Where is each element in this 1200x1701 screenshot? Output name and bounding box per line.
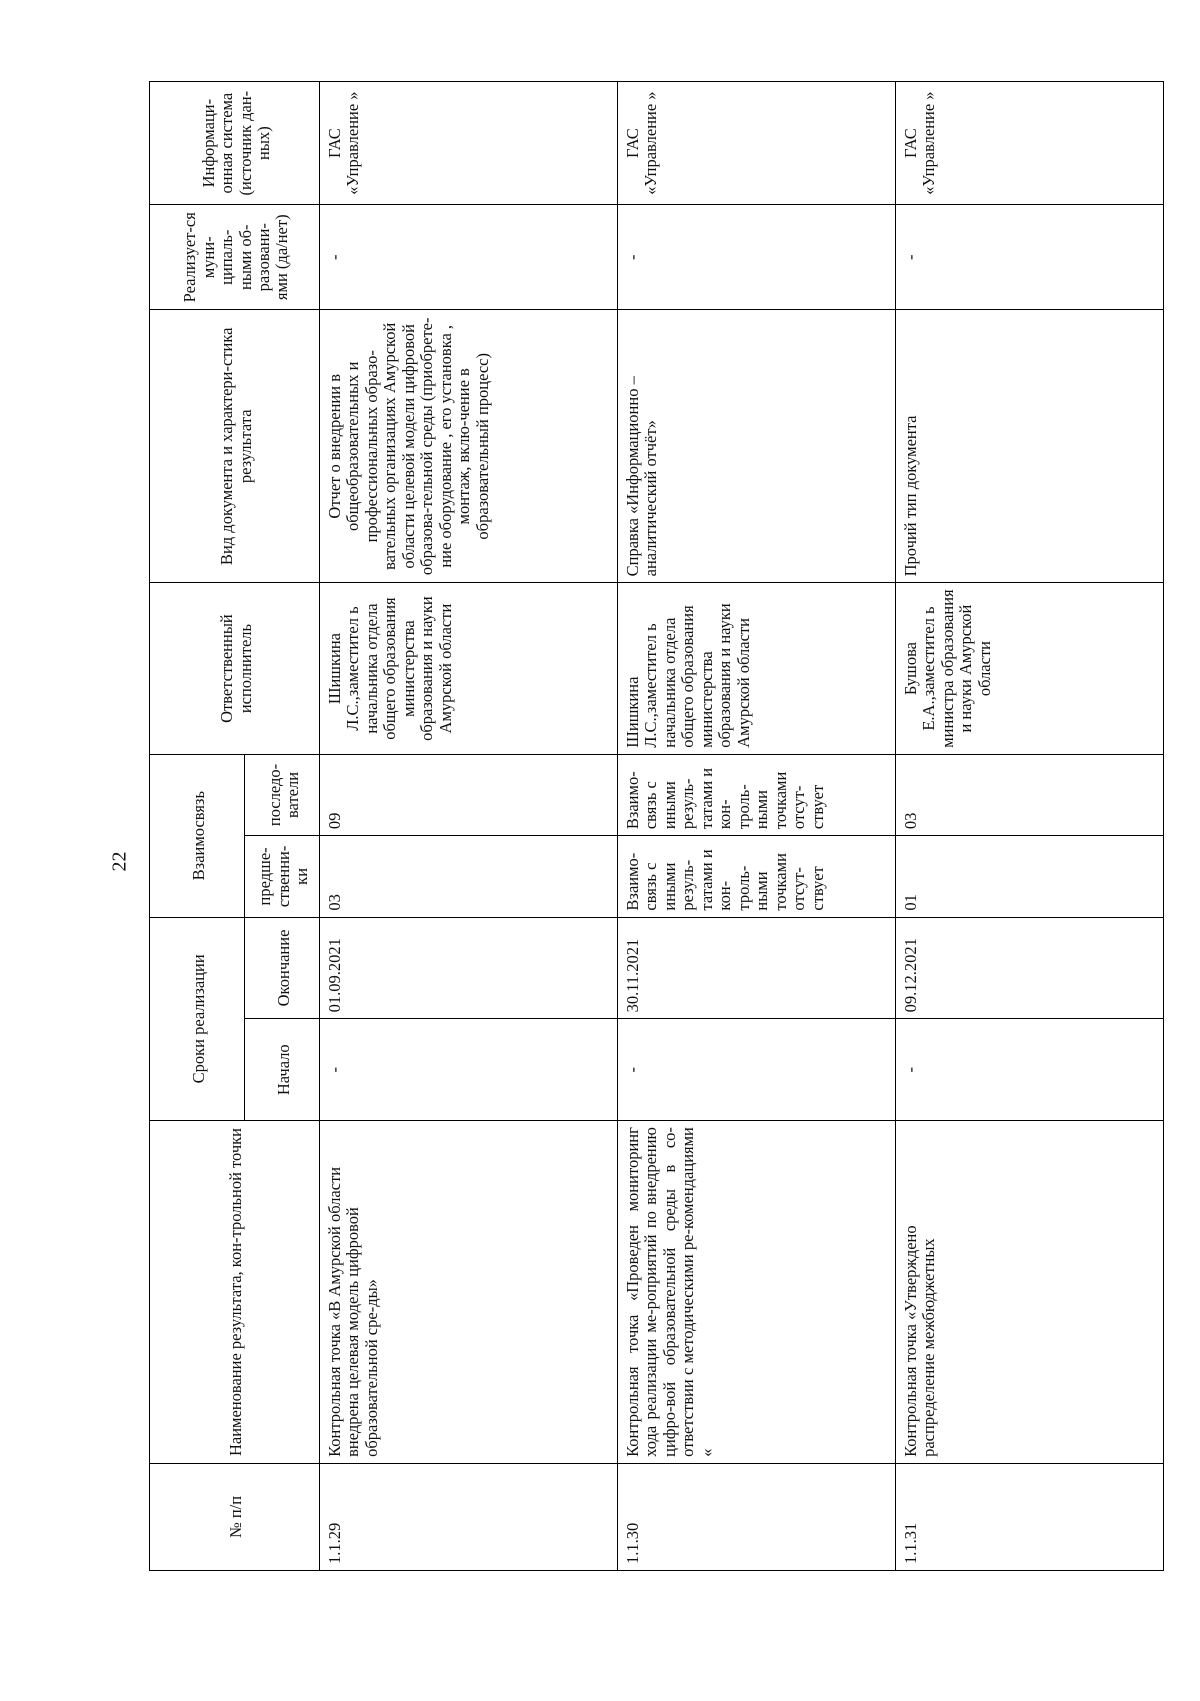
row-name: Контрольная точка «Проведен мониторинг хода реализации ме-роприятий по внедрению цифро-вой образовательной среды в со-ответствии с методическими ре-комендациями «	[618, 1121, 896, 1464]
row-predecessors: Взаимо-связь с иными резуль-татами и кон-троль-ными точками отсут-ствует	[618, 836, 896, 917]
header-successors: последо-ватели	[245, 754, 320, 835]
header-end: Окончание	[245, 917, 320, 1019]
row-municipal: -	[896, 205, 1164, 310]
header-responsible: Ответственный исполнитель	[150, 583, 320, 754]
row-name: Контрольная точка «В Амурской области внедрена целевая модель цифровой образовательной сре-ды»	[320, 1121, 618, 1464]
header-document: Вид документа и характери-стика результата	[150, 310, 320, 583]
row-end: 09.12.2021	[896, 917, 1164, 1019]
row-end: 01.09.2021	[320, 917, 618, 1019]
row-successors: Взаимо-связь с иными резуль-татами и кон-троль-ными точками отсут-ствует	[618, 754, 896, 835]
page-number: 22	[108, 851, 131, 872]
row-municipal: -	[320, 205, 618, 310]
row-responsible: Бушова Е.А.,заместител ь министра образования и науки Амурской области	[896, 583, 1164, 754]
row-successors: 09	[320, 754, 618, 835]
row-document: Отчет о внедрении в общеобразовательных и профессиональных образо-вательных организациях Амурской области целевой модели цифровой образова-тельной среды (приобрете-ние оборудование , его установка , монтаж, вклю-чение в образовательный процесс)	[320, 310, 618, 583]
row-num: 1.1.30	[618, 1463, 896, 1570]
header-num: № п/п	[150, 1463, 320, 1570]
row-name: Контрольная точка «Утверждено распределение межбюджетных	[896, 1121, 1164, 1464]
row-num: 1.1.29	[320, 1463, 618, 1570]
header-link: Взаимосвязь	[150, 754, 245, 917]
row-document: Справка «Информационно – аналитический отчёт»	[618, 310, 896, 583]
header-name: Наименование результата, кон-трольной точки	[150, 1121, 320, 1464]
control-points-table	[149, 81, 1164, 1571]
row-num: 1.1.31	[896, 1463, 1164, 1570]
header-period: Сроки реализации	[150, 917, 245, 1121]
row-predecessors: 03	[320, 836, 618, 917]
row-successors: 03	[896, 754, 1164, 835]
row-info-system: ГАС «Управление »	[320, 82, 618, 205]
header-start: Начало	[245, 1019, 320, 1121]
row-start: -	[896, 1019, 1164, 1121]
row-info-system: ГАС «Управление »	[896, 82, 1164, 205]
header-municipal: Реализует-ся муни-ципаль-ными об-разовани-ями (да/нет)	[150, 205, 320, 310]
row-end: 30.11.2021	[618, 917, 896, 1019]
table-row	[896, 82, 1164, 1571]
rotated-table-container	[149, 81, 1169, 1571]
header-predecessors: предше-ственни-ки	[245, 836, 320, 917]
header-info-system: Информаци-онная система (источник дан-ных)	[150, 82, 320, 205]
row-responsible: Шишкина Л.С.,заместител ь начальника отдела общего образования министерства образования и науки Амурской области	[618, 583, 896, 754]
row-document: Прочий тип документа	[896, 310, 1164, 583]
table-row	[618, 82, 896, 1571]
row-predecessors: 01	[896, 836, 1164, 917]
row-start: -	[618, 1019, 896, 1121]
row-start: -	[320, 1019, 618, 1121]
row-municipal: -	[618, 205, 896, 310]
table-row	[320, 82, 618, 1571]
row-responsible: Шишкина Л.С.,заместител ь начальника отдела общего образования министерства образования и науки Амурской области	[320, 583, 618, 754]
row-info-system: ГАС «Управление »	[618, 82, 896, 205]
